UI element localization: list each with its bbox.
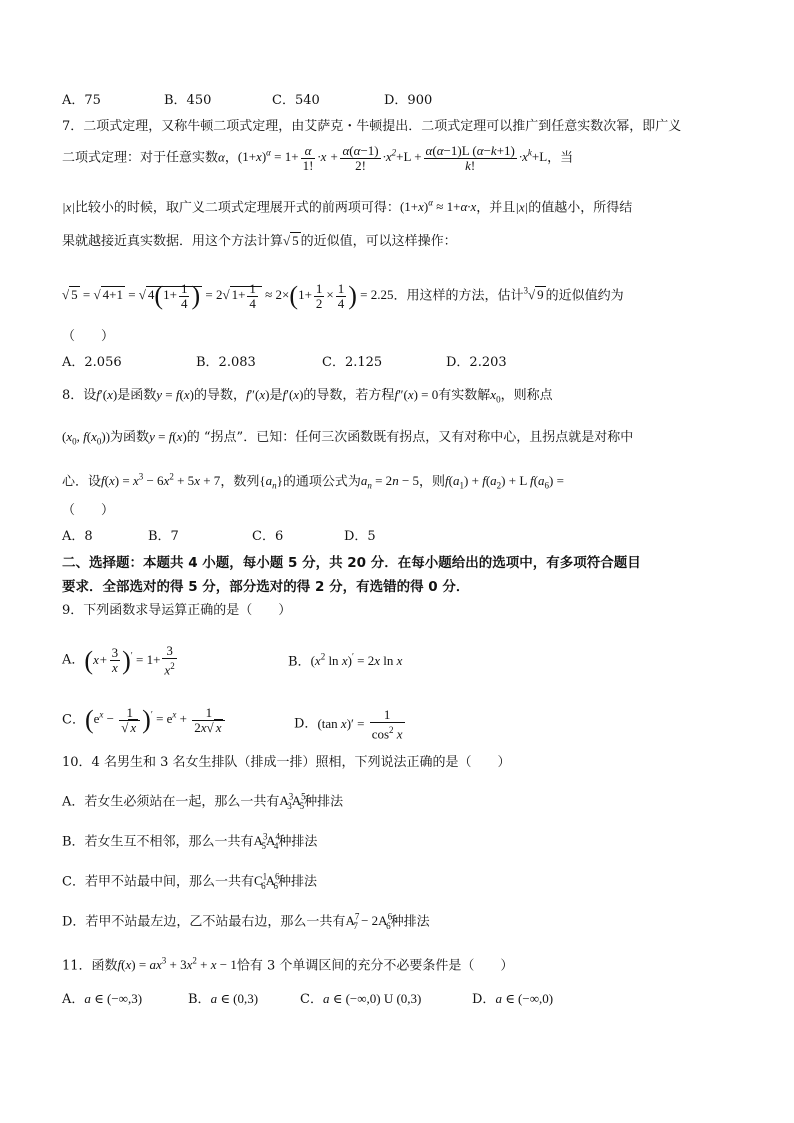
- q8-line-1: 8．设f′(x)是函数y = f(x)的导数，f″(x)是f′(x)的导数，若方程f″(x) = 0有实数解$x_0$，则称点: [62, 387, 553, 405]
- q10-c-tail: 种排法: [278, 874, 318, 890]
- q7-line3-c: 的值越小，所得结: [528, 200, 633, 216]
- q8-l2b: 的 “拐点”．已知：任何三次函数既有拐点，又有对称中心，且拐点就是对称中: [186, 430, 634, 445]
- q10-d-text: D．若甲不站最左边，乙不站最右边，那么一共有: [62, 914, 346, 930]
- q7-line2-prefix: 二项式定理：对于任意实数: [62, 150, 219, 166]
- q10-a-tail: 种排法: [304, 794, 344, 810]
- q8-option-a: A．8: [62, 529, 93, 544]
- q10-c-text: C．若甲不站最中间，那么一共有: [62, 874, 254, 890]
- q8-l1g: ，则称点: [500, 388, 553, 403]
- q8-option-d: D．5: [344, 529, 376, 544]
- q9-row-cd: [62, 705, 403, 742]
- q8-l3a: 心．设: [62, 474, 102, 490]
- q7-line5-suffix: ．用这样的方法，估计: [393, 288, 524, 304]
- q9-label-b: B．: [288, 654, 311, 670]
- q9-stem: 9．下列函数求导运算正确的是（ ）: [62, 603, 292, 618]
- q8-l1b: 是函数: [117, 388, 157, 403]
- q10-option-c: C．若甲不站最中间，那么一共有$C^1_6A^6_6$种排法: [62, 872, 318, 891]
- q10-b-tail: 种排法: [278, 834, 318, 850]
- q8-option-c: C．6: [252, 529, 284, 544]
- q9-label-d: D．: [294, 716, 318, 732]
- q8-line-3: 心．设$f(x) = x^3 - 6x^2 + 5x + 7$，数列$\{a_n\}$的通项公式为$a_n = 2n - 5$，则$f(a_1) + f(a_2) + L$ $f(a_6)$ =: [62, 472, 564, 491]
- q6-option-d: D．900: [384, 93, 433, 108]
- q11-stem: 11．函数$f(x) = ax^3 + 3x^2 + x - 1$恰有 3 个单调区间的充分不必要条件是（ ）: [62, 956, 514, 974]
- q7-line4-b: 的近似值，可以这样操作：: [300, 234, 457, 249]
- q7-option-d: D．2.203: [446, 355, 507, 370]
- q7-line5-tail: 的近似值约为: [545, 288, 624, 304]
- q10-d-tail: 种排法: [390, 914, 430, 930]
- q8-l1d: 是: [269, 388, 283, 403]
- q8-l3d: ，则: [419, 474, 446, 490]
- q7-line4-a: 果就越接近真实数据．用这个方法计算: [62, 234, 284, 249]
- q8-l1f: 有实数解: [438, 388, 491, 403]
- q8-l1a: 8．设: [62, 388, 97, 403]
- q9-formula-d: (tan x)′ = $\frac{1}{\cos^2 x}$: [317, 707, 403, 742]
- q11-stem-a: 11．函数: [62, 958, 118, 974]
- q8-l3c: 的通项公式为: [282, 474, 361, 490]
- q7-bracket: （ ）: [62, 329, 115, 344]
- q8-l1c: 的导数，: [193, 388, 246, 403]
- q7-line-3: |x|比较小的时候，取广义二项式定理展开式的前两项可得：$(1+x)^\alpha \approx 1+\alpha\cdot x$，并且|x|的值越小，所得结: [62, 198, 633, 216]
- q10-a-text: A．若女生必须站在一起，那么一共有: [62, 794, 280, 810]
- q8-l3b: ，数列: [220, 474, 260, 490]
- q11-label-c: C．: [300, 992, 323, 1007]
- q8-option-b: B．7: [148, 529, 179, 544]
- q7-line2-suffix: ，当: [547, 150, 574, 166]
- q8-line-2: ($x_0$, $f(x_0)$)为函数y = f(x)的 “拐点”．已知：任何三次函数既有拐点，又有对称中心，且拐点就是对称中: [62, 429, 634, 447]
- q8-bracket: （ ）: [62, 503, 115, 518]
- q11-label-b: B．: [188, 992, 211, 1007]
- q7-option-a: A．2.056: [62, 355, 122, 370]
- q10-stem: 10．4 名男生和 3 名女生排队（排成一排）照相，下列说法正确的是（ ）: [62, 755, 511, 770]
- q10-option-a: A．若女生必须站在一起，那么一共有$A^3_3A^5_5$种排法: [62, 792, 344, 811]
- q9-label-c: C．: [62, 712, 85, 728]
- section2-line-2: 要求．全部选对的得 5 分，部分选对的得 2 分，有选错的得 0 分．: [62, 579, 470, 595]
- q8-l2a: 为函数: [110, 430, 150, 445]
- q9-formula-b: ($x^2$ ln x)′ = 2x ln x: [310, 652, 403, 669]
- q7-binomial-formula: $(1+x)^\alpha = 1+$ $\frac{\alpha}{1!}$ ·x + $\frac{\alpha(\alpha-1)}{2!}$ $\cdot x^2+L$ + $\frac{\alpha(\alpha-1)L (\alpha-k+1)}{k!}$ $\cdot x^k+L$: [237, 143, 548, 173]
- q6-option-b: B．450: [164, 93, 212, 108]
- q10-b-text: B．若女生互不相邻，那么一共有: [62, 834, 254, 850]
- q9-label-a: A．: [62, 652, 85, 668]
- q11-stem-b: 恰有 3 个单调区间的充分不必要条件是（ ）: [236, 958, 514, 974]
- section2-line-1: 二、选择题：本题共 4 小题，每小题 5 分，共 20 分．在每小题给出的选项中，有多项符合题目: [62, 555, 641, 571]
- q6-option-c: C．540: [272, 93, 320, 108]
- q9-row-ab: [62, 643, 403, 678]
- q7-alpha: α: [218, 149, 225, 165]
- q7-line-1: 7．二项式定理，又称牛顿二项式定理，由艾萨克・牛顿提出．二项式定理可以推广到任意实数次幂，即广义: [62, 119, 682, 134]
- q7-option-b: B．2.083: [196, 355, 256, 370]
- q10-option-d: D．若甲不站最左边，乙不站最右边，那么一共有$A^7_7 - 2A^6_6$种排法: [62, 912, 430, 931]
- q9-formula-c: ($e^x$ − $\frac{1}{√ x}$ )$' = e^x$ + $\frac{1}{2x√ x}$: [85, 711, 228, 726]
- q9-formula-a: (x+ $\frac{3}{x}$ )′ = 1+ $\frac{3}{x^2}$: [84, 643, 175, 678]
- q7-line-5: √ 5 = √ 4+1 = √ 4(1+ $\frac{1}{4}$ ) = 2√ 1+ $\frac{1}{4}$ ≈ 2×(1+ $\frac{1}{2}$ × $\frac{1}{4}$ ) = 2.25．用这样的方法，估计$^3$√ 9 的近似值约为: [62, 281, 624, 311]
- q7-line3-a: 比较小的时候，取广义二项式定理展开式的前两项可得：: [74, 200, 400, 216]
- q7-line-4: 果就越接近真实数据．用这个方法计算√ 5 的近似值，可以这样操作：: [62, 233, 457, 249]
- q8-l1e: 的导数，若方程: [303, 388, 395, 403]
- q7-line-2: 二项式定理：对于任意实数α，$(1+x)^\alpha = 1+$ $\frac{\alpha}{1!}$ ·x + $\frac{\alpha(\alpha-1)}{2!}$ $\cdot x^2+L$ + $\frac{\alpha(\alpha-1)L (\alpha-k+1)}{k!}$ $\cdot x^k+L$，当: [62, 143, 574, 173]
- q10-option-b: B．若女生互不相邻，那么一共有$A^3_5A^4_4$种排法: [62, 832, 318, 851]
- q6-option-a: A．75: [62, 93, 101, 108]
- q11-label-d: D．: [472, 992, 496, 1007]
- q11-label-a: A．: [62, 992, 85, 1007]
- q7-line3-b: ，并且: [476, 200, 516, 216]
- q7-option-c: C．2.125: [322, 355, 383, 370]
- q7-sqrt5-derivation: √ 5 = √ 4+1 = √ 4(1+ $\frac{1}{4}$ ) = 2√ 1+ $\frac{1}{4}$ ≈ 2×(1+ $\frac{1}{2}$ × $\frac{1}{4}$ ) = 2.25: [62, 281, 394, 311]
